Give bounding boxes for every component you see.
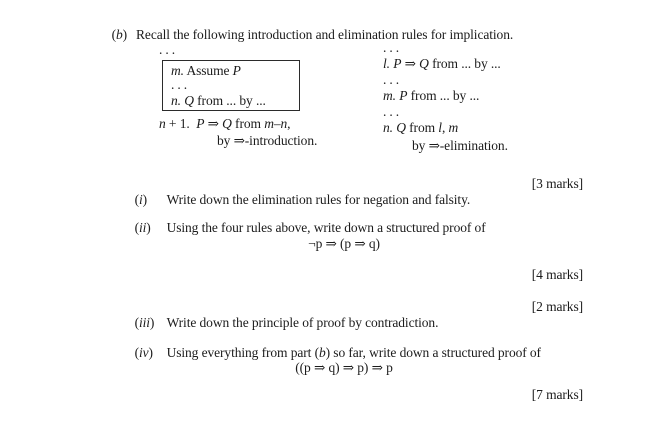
part-label: (b) (111, 27, 128, 42)
ellipsis-line: ... (383, 72, 403, 87)
item-iv-label: (iv) (134, 345, 153, 360)
assume-line: m. Assume P (171, 63, 241, 78)
item-iii-marks: [2 marks] (531, 299, 583, 314)
derive-q-line: n. Q from ... by ... (171, 93, 266, 108)
item-iv-row (128, 329, 583, 361)
item-iii-label: (iii) (134, 315, 155, 330)
item-ii-text: Using the four rules above, write down a structured proof of (166, 220, 486, 235)
item-iv-marks: [7 marks] (531, 387, 583, 402)
ellipsis-line: ... (383, 40, 403, 55)
formula-iv: ((p ⇒ q) ⇒ p) ⇒ p (295, 360, 393, 375)
implication-elimination-rule (383, 42, 508, 153)
item-ii-row (128, 204, 583, 236)
introduction-justification: by ⇒-introduction. (217, 133, 318, 148)
elimination-justification: by ⇒-elimination. (412, 138, 508, 153)
introduction-conclusion-line: n + 1. P ⇒ Q from m–n, (159, 116, 291, 131)
assumption-box (162, 60, 300, 111)
ellipsis-line: ... (159, 42, 179, 57)
item-ii-label: (ii) (134, 220, 151, 235)
premise-implication-line: l. P ⇒ Q from ... by ... (383, 56, 501, 71)
item-i-text: Write down the elimination rules for negation and falsity. (166, 192, 471, 207)
part-header-text: Recall the following introduction and elimination rules for implication. (136, 27, 514, 42)
premise-antecedent-line: m. P from ... by ... (383, 88, 480, 103)
ellipsis-line: ... (383, 104, 403, 119)
item-ii-marks: [4 marks] (531, 267, 583, 282)
question-part-b-header (105, 11, 513, 43)
formula-ii: ¬p ⇒ (p ⇒ q) (308, 236, 380, 251)
item-ii-marks-row (128, 267, 583, 299)
elimination-conclusion-line: n. Q from l, m (383, 120, 459, 135)
item-iv-text: Using everything from part (b) so far, write down a structured proof of (166, 345, 541, 360)
item-iv-marks-row (128, 387, 583, 419)
item-i-label: (i) (134, 192, 148, 207)
item-i-marks: [3 marks] (531, 176, 583, 191)
item-iii-text: Write down the principle of proof by contradiction. (166, 315, 439, 330)
ellipsis-line: ... (171, 77, 191, 92)
implication-introduction-rule (159, 42, 317, 149)
